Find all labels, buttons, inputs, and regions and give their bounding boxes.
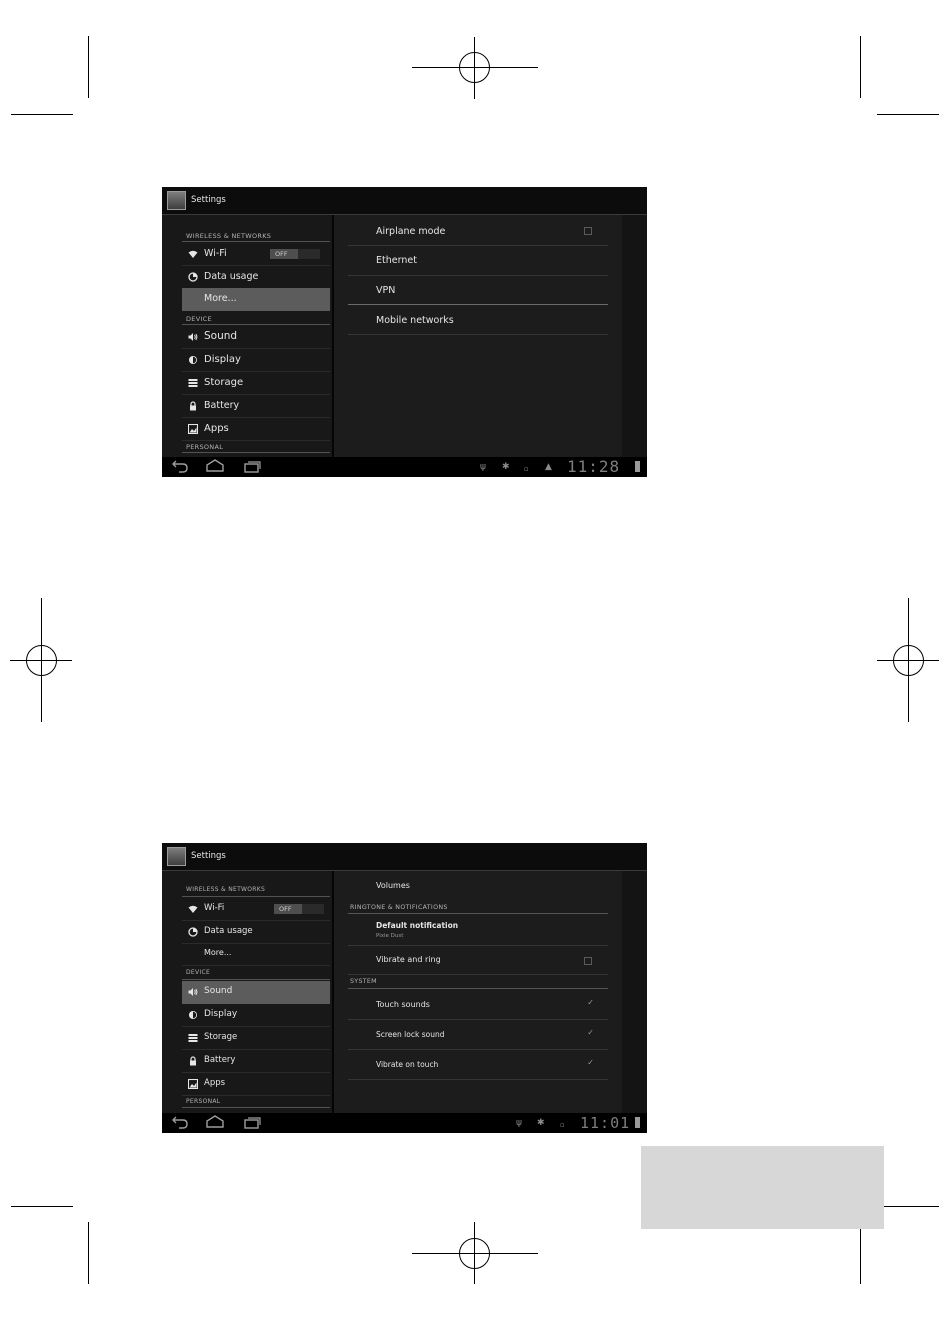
sidebar-item-label: Battery [204,1055,236,1065]
data-usage-icon [188,272,198,282]
home-icon[interactable] [206,459,224,477]
sidebar-item-storage[interactable] [182,372,330,395]
sidebar-item-more[interactable] [182,288,330,311]
list-item-vpn[interactable] [348,276,608,305]
settings-icon[interactable] [167,191,186,210]
sidebar-item-display[interactable] [182,349,330,372]
action-bar [162,843,647,871]
list-item-label: Airplane mode [376,226,446,237]
list-item-screen-lock-sound[interactable] [348,1020,608,1050]
list-item-airplane-mode[interactable] [348,215,608,246]
sidebar-item-sound[interactable] [182,981,330,1004]
sidebar-item-battery[interactable] [182,395,330,418]
sidebar-item-label: Storage [204,1032,238,1042]
list-item-default-notification[interactable] [348,915,608,946]
section-header-system: SYSTEM [350,978,377,985]
recent-apps-icon[interactable] [244,459,262,477]
sidebar-item-battery[interactable] [182,1050,330,1073]
vibrate-and-ring-checkbox[interactable] [584,957,592,965]
wifi-icon [188,904,198,914]
usb-icon: ψ [516,1118,522,1128]
wifi-toggle[interactable]: OFF [274,904,324,914]
divider [182,1107,330,1108]
divider [348,913,608,914]
speaker-icon [188,332,198,342]
sidebar-item-data-usage[interactable] [182,921,330,944]
battery-icon [635,461,640,472]
sidebar-item-data-usage[interactable] [182,266,330,289]
sidebar-item-label: Apps [204,1078,226,1088]
lock-icon [188,401,198,411]
status-clock: 11:01 [580,1114,631,1132]
divider [182,979,330,980]
divider [182,241,330,242]
settings-sidebar [162,215,332,457]
sidebar-item-label: Display [204,354,241,365]
lock-icon [188,1056,198,1066]
section-header-personal: PERSONAL [186,1098,221,1105]
wifi-icon [188,249,198,259]
list-item-mobile-networks[interactable] [348,305,608,335]
battery-icon [635,1117,640,1128]
list-item-label: Screen lock sound [376,1030,445,1039]
speaker-icon [188,987,198,997]
sidebar-item-label: Sound [204,986,233,996]
sidebar-item-label: Wi-Fi [204,903,225,913]
sidebar-item-label: Display [204,1009,238,1019]
system-bar [162,457,647,477]
list-item-label: Vibrate on touch [376,1060,439,1069]
section-header-device: DEVICE [186,969,211,976]
home-icon[interactable] [206,1115,224,1133]
checkmark-icon[interactable]: ✓ [587,1028,594,1037]
list-item-label: Vibrate and ring [376,955,441,964]
section-header-wireless: WIRELESS & NETWORKS [186,886,266,893]
sidebar-item-label: Storage [204,377,244,388]
usb-icon: ψ [480,462,486,472]
list-item-label: VPN [376,285,396,296]
list-item-summary: Pixie Dust [376,933,404,939]
apps-icon [188,1079,198,1089]
sidebar-item-apps[interactable] [182,1073,330,1096]
page-tab-box [641,1146,884,1229]
list-item-label: Ethernet [376,255,417,266]
settings-icon[interactable] [167,847,186,866]
status-clock: 11:28 [567,457,621,476]
sidebar-item-label: Data usage [204,271,259,282]
settings-detail-pane [334,215,622,457]
action-bar [162,187,647,215]
sidebar-item-label: More... [204,293,237,304]
sidebar-item-label: Apps [204,423,229,434]
scroll-gutter [622,871,647,1113]
android-debug-icon: ✱ [502,462,510,472]
sidebar-item-apps[interactable] [182,418,330,441]
list-item-label: Mobile networks [376,315,454,326]
section-header-device: DEVICE [186,315,212,323]
list-item-vibrate-and-ring[interactable] [348,946,608,975]
checkmark-icon[interactable]: ✓ [587,998,594,1007]
sidebar-item-storage[interactable] [182,1027,330,1050]
data-usage-icon [188,927,198,937]
list-item-label: Default notification [376,921,459,930]
android-debug-icon: ✱ [537,1118,545,1128]
sidebar-item-label: More... [204,948,232,957]
sidebar-item-sound[interactable] [182,326,330,349]
divider [182,452,330,453]
scroll-gutter [622,215,647,457]
back-icon[interactable] [172,459,188,477]
airplane-mode-checkbox[interactable] [584,227,592,235]
checkmark-icon[interactable]: ✓ [587,1058,594,1067]
settings-screenshot-sound [162,843,647,1133]
storage-icon [188,1033,198,1043]
list-item-touch-sounds[interactable] [348,990,608,1020]
list-item-ethernet[interactable] [348,246,608,276]
sidebar-item-label: Data usage [204,926,253,936]
system-bar [162,1113,647,1133]
recent-apps-icon[interactable] [244,1115,262,1133]
brightness-icon [188,355,198,365]
wifi-toggle[interactable]: OFF [270,249,320,259]
list-item-vibrate-on-touch[interactable] [348,1050,608,1080]
settings-screenshot-wireless [162,187,647,477]
divider [348,988,608,989]
section-header-ringtone: RINGTONE & NOTIFICATIONS [350,904,448,911]
sd-card-icon: ▫ [560,1121,565,1129]
sidebar-item-label: Battery [204,400,240,411]
sidebar-item-label: Wi-Fi [204,248,227,259]
settings-detail-pane [334,871,622,1113]
storage-icon [188,378,198,388]
sidebar-item-wifi[interactable] [182,898,330,921]
volumes-item[interactable]: Volumes [376,881,410,890]
divider [182,324,330,325]
settings-sidebar [162,871,332,1113]
sidebar-item-display[interactable] [182,1004,330,1027]
sidebar-item-label: Sound [204,330,238,342]
list-item-label: Touch sounds [376,1000,430,1009]
warning-icon: ▲ [545,462,552,472]
section-header-wireless: WIRELESS & NETWORKS [186,232,272,240]
sidebar-item-wifi[interactable] [182,243,330,266]
app-title: Settings [191,851,226,861]
divider [182,896,330,897]
sd-card-icon: ▫ [524,465,529,473]
apps-icon [188,424,198,434]
app-title: Settings [191,195,226,205]
section-header-personal: PERSONAL [186,443,224,451]
back-icon[interactable] [172,1115,188,1133]
brightness-icon [188,1010,198,1020]
sidebar-item-more[interactable] [182,943,330,966]
